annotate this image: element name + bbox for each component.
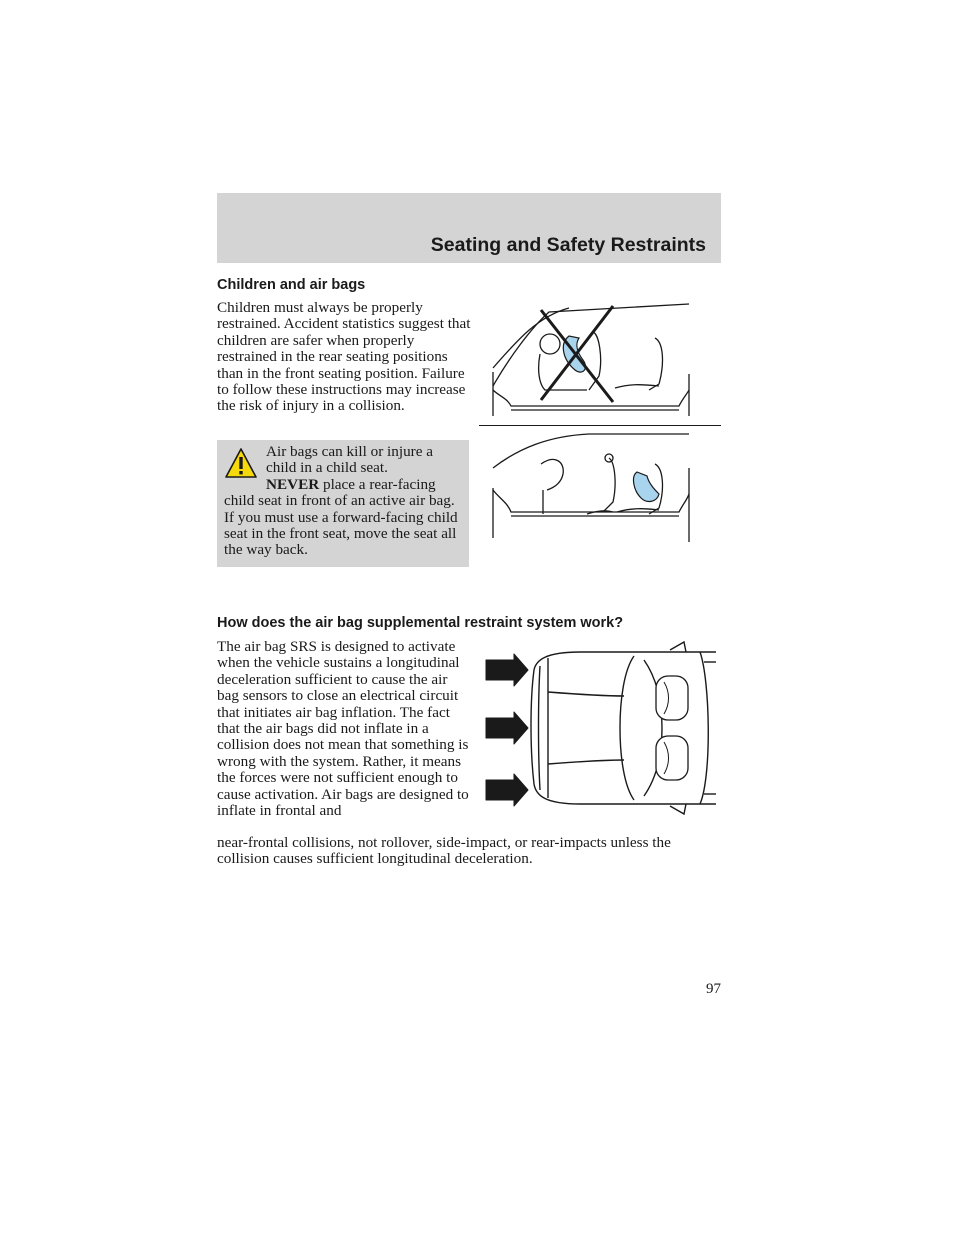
rear-facing-seat-front-crossed-figure bbox=[479, 298, 721, 426]
srs-paragraph-tail-text: near-frontal collisions, not rollover, side-impact, or rear-impacts unless the collision causes sufficient longitudinal deceleration. bbox=[217, 834, 671, 868]
srs-paragraph-wrapped bbox=[217, 639, 473, 819]
front-seat-left-icon bbox=[656, 676, 688, 720]
frontal-impact-figure bbox=[484, 640, 718, 816]
child-seat-rear-figure bbox=[479, 428, 721, 548]
warning-lead-text: Air bags can kill or injure a child in a child seat. bbox=[266, 443, 434, 477]
page-number: 97 bbox=[706, 981, 721, 997]
srs-paragraph-text: The air bag SRS is designed to activate when the vehicle sustains a longitudinal deceleration sufficient to cause the air bag sensors to close an electrical circuit that initiates air bag inflation. The fact that the air bags did not inflate in a collision does not mean that something is wrong with the system. Rather, it means the forces were not sufficient enough to cause activation. Air bags are designed to inflate in frontal and bbox=[217, 638, 469, 820]
srs-paragraph-full bbox=[217, 835, 721, 868]
page-title: Seating and Safety Restraints bbox=[430, 234, 706, 256]
section-heading-srs: How does the air bag supplemental restraint system work? bbox=[217, 615, 624, 631]
children-air-bags-paragraph bbox=[217, 300, 471, 415]
impact-arrow-middle-icon bbox=[486, 712, 528, 744]
warning-emphasis: NEVER bbox=[266, 475, 320, 493]
warning-triangle-icon bbox=[224, 447, 258, 479]
section-heading-children-air-bags: Children and air bags bbox=[217, 277, 366, 293]
warning-box bbox=[217, 440, 469, 567]
warning-rest-text: place a rear-facing child seat in front of an active air bag. If you must use a forward-facing child seat in the front seat, move the seat all the way back. bbox=[224, 475, 458, 559]
children-paragraph-text: Children must always be properly restrained. Accident statistics suggest that children are safer when properly restrained in the rear seating positions than in the front seating position. Failure to follow these instructions may increase the risk of injury in a collision. bbox=[217, 299, 471, 415]
impact-arrow-bottom-icon bbox=[486, 774, 528, 806]
front-seat-right-icon bbox=[656, 736, 688, 780]
impact-arrow-top-icon bbox=[486, 654, 528, 686]
header-band bbox=[217, 193, 721, 263]
figure-divider bbox=[479, 425, 721, 426]
